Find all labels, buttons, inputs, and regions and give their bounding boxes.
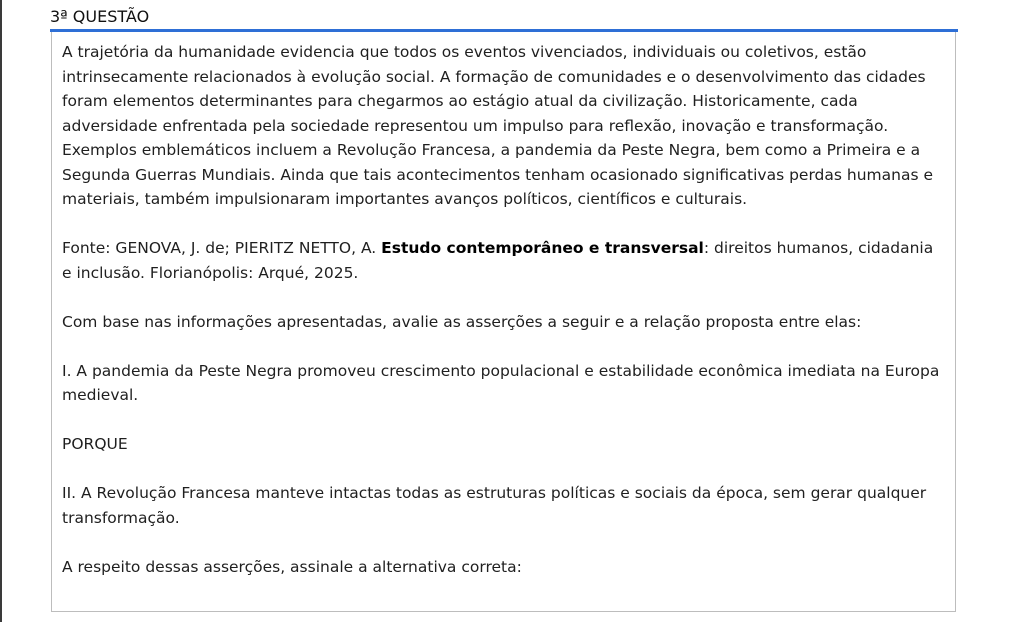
paragraph-spacer: [62, 457, 945, 482]
source-prefix: Fonte: GENOVA, J. de; PIERITZ NETTO, A.: [62, 239, 382, 257]
source-suffix: : direitos humanos, cidadania e inclusão. Florianópolis: Arqué, 2025.: [62, 239, 934, 282]
paragraph-spacer: [62, 408, 945, 433]
answer-prompt: A respeito dessas asserções, assinale a alternativa correta:: [62, 557, 522, 576]
intro-paragraph: A trajetória da humanidade evidencia que todos os eventos vivenciados, individuais ou coletivos, estão intrinsecamente relacionados à evolução social. A formação de comunidades e o desenvolvimento das cidades foram elementos determinantes para chegarmos ao estágio atual da civilização. Historicamente, cada adversidade enfrentada pela sociedade representou um impulso para reflexão, inovação e transformação. Exemplos emblemáticos incluem a Revolução Francesa, a pandemia da Peste Negra, bem como a Primeira e a Segunda Guerras Mundiais. Ainda que tais acontecimentos tenham ocasionado significativas perdas humanas e materiais, também impulsionaram importantes avanços políticos, científicos e culturais.: [62, 43, 934, 208]
window-left-edge: [0, 0, 2, 622]
paragraph-spacer: [62, 285, 945, 310]
paragraph-spacer: [62, 530, 945, 555]
assertion-one: I. A pandemia da Peste Negra promoveu crescimento populacional e estabilidade econômica imediata na Europa medieval.: [62, 361, 940, 404]
question-body: [51, 32, 956, 612]
source-citation: [62, 236, 945, 285]
paragraph-spacer: [62, 212, 945, 237]
source-title: Estudo contemporâneo e transversal: [381, 239, 704, 257]
paragraph-spacer: [62, 334, 945, 359]
instruction-text: Com base nas informações apresentadas, avalie as asserções a seguir e a relação proposta entre elas:: [62, 312, 862, 331]
question-title: 3ª QUESTÃO: [50, 7, 150, 26]
assertion-two: II. A Revolução Francesa manteve intactas todas as estruturas políticas e sociais da época, sem gerar qualquer transformação.: [62, 484, 927, 527]
assertion-connector: PORQUE: [62, 435, 128, 453]
